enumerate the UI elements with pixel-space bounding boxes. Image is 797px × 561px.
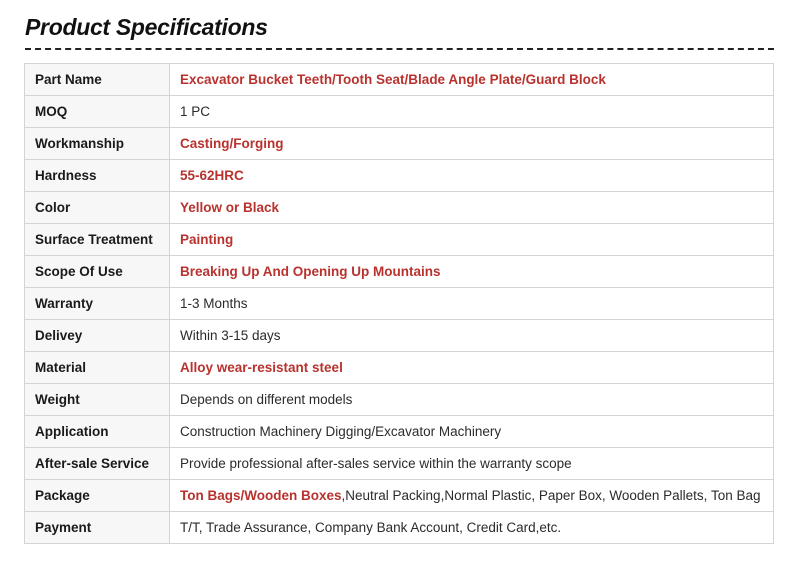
spec-value: [170, 192, 774, 224]
specifications-table: [24, 63, 774, 544]
spec-label: Color: [25, 192, 170, 224]
spec-row-warranty: [25, 288, 774, 320]
spec-row-color: [25, 192, 774, 224]
spec-value-highlight: Yellow or Black: [180, 200, 280, 215]
spec-row-moq: [25, 96, 774, 128]
spec-row-delivery: [25, 320, 774, 352]
spec-row-after-sale-service: [25, 448, 774, 480]
spec-value: [170, 96, 774, 128]
spec-value: [170, 224, 774, 256]
spec-value-text: Within 3-15 days: [180, 328, 281, 343]
spec-value: [170, 64, 774, 96]
spec-row-payment: [25, 512, 774, 544]
title-divider: [25, 48, 774, 50]
spec-value-highlight: Alloy wear-resistant steel: [180, 360, 343, 375]
spec-label: Weight: [25, 384, 170, 416]
page-title: Product Specifications: [25, 14, 268, 40]
spec-label: Application: [25, 416, 170, 448]
spec-row-surface-treatment: [25, 224, 774, 256]
spec-value-text: Construction Machinery Digging/Excavator Machinery: [180, 424, 502, 439]
spec-value-highlight: Breaking Up And Opening Up Mountains: [180, 264, 441, 279]
spec-label: Package: [25, 480, 170, 512]
spec-label: Warranty: [25, 288, 170, 320]
spec-row-scope-of-use: [25, 256, 774, 288]
spec-label: Workmanship: [25, 128, 170, 160]
spec-value-text: Depends on different models: [180, 392, 353, 407]
spec-label: Delivey: [25, 320, 170, 352]
spec-value: [170, 352, 774, 384]
spec-label: Material: [25, 352, 170, 384]
spec-value: [170, 160, 774, 192]
spec-label: After-sale Service: [25, 448, 170, 480]
spec-value-text: ,Neutral Packing,Normal Plastic, Paper Box, Wooden Pallets, Ton Bag: [341, 488, 761, 503]
spec-value: [170, 512, 774, 544]
spec-row-material: [25, 352, 774, 384]
spec-value: [170, 448, 774, 480]
spec-value: [170, 480, 774, 512]
spec-value-highlight: Painting: [180, 232, 234, 247]
spec-row-workmanship: [25, 128, 774, 160]
spec-value-text: 1-3 Months: [180, 296, 248, 311]
spec-label: Payment: [25, 512, 170, 544]
spec-label: Hardness: [25, 160, 170, 192]
spec-label: MOQ: [25, 96, 170, 128]
spec-value: [170, 256, 774, 288]
spec-value: [170, 128, 774, 160]
spec-value: [170, 288, 774, 320]
spec-row-hardness: [25, 160, 774, 192]
spec-label: Surface Treatment: [25, 224, 170, 256]
spec-row-weight: [25, 384, 774, 416]
spec-row-part-name: [25, 64, 774, 96]
spec-value-highlight: Excavator Bucket Teeth/Tooth Seat/Blade Angle Plate/Guard Block: [180, 72, 606, 87]
spec-row-package: [25, 480, 774, 512]
spec-value-highlight: Casting/Forging: [180, 136, 284, 151]
spec-value-text: Provide professional after-sales service within the warranty scope: [180, 456, 572, 471]
spec-value-text: 1 PC: [180, 104, 211, 119]
spec-value-text: T/T, Trade Assurance, Company Bank Account, Credit Card,etc.: [180, 520, 562, 535]
spec-row-application: [25, 416, 774, 448]
spec-value: [170, 416, 774, 448]
spec-value-highlight: Ton Bags/Wooden Boxes: [180, 488, 342, 503]
spec-label: Part Name: [25, 64, 170, 96]
spec-value-highlight: 55-62HRC: [180, 168, 244, 183]
spec-value: [170, 320, 774, 352]
spec-label: Scope Of Use: [25, 256, 170, 288]
spec-value: [170, 384, 774, 416]
